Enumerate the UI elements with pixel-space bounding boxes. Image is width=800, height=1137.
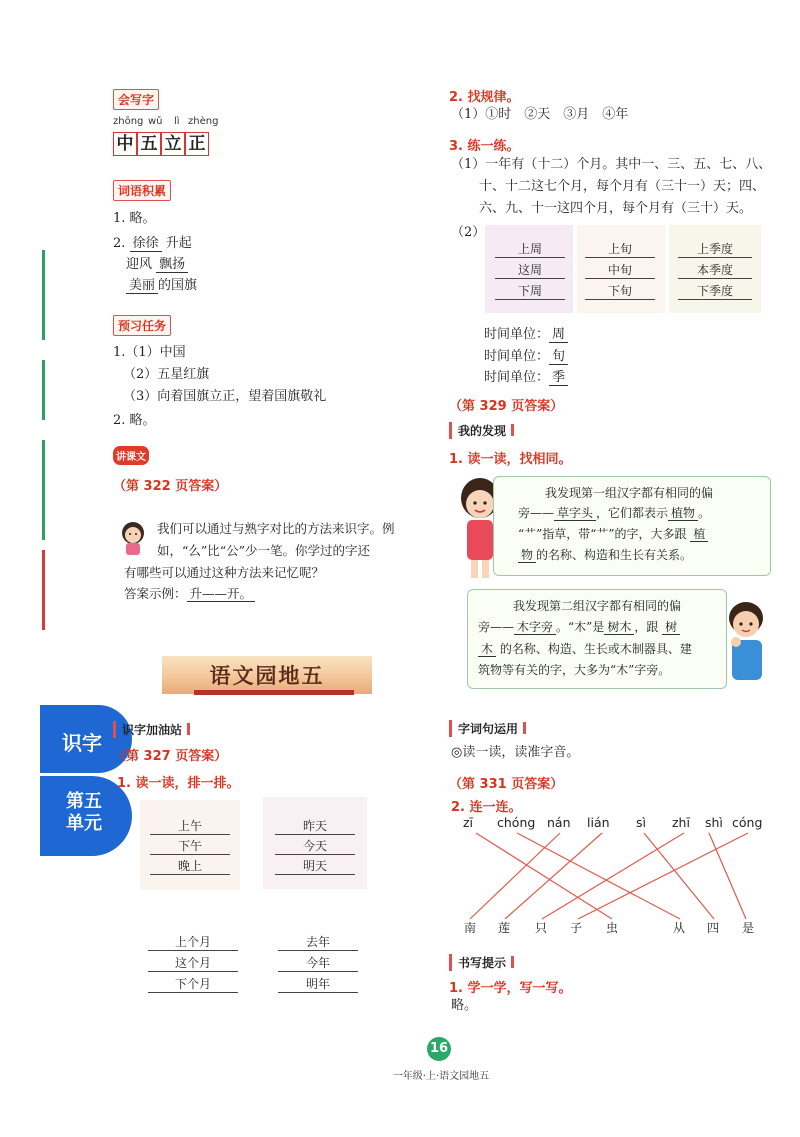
char-wu: 五 xyxy=(137,132,161,156)
char-zheng: 正 xyxy=(185,132,209,156)
connect-line-chong xyxy=(517,833,680,919)
col3-item-3: 下季度 xyxy=(678,282,752,300)
connect-line-shi xyxy=(709,833,746,919)
connect-line-lian xyxy=(505,833,602,919)
pinyin-chong: chóng xyxy=(497,815,536,830)
col2-item-1: 上旬 xyxy=(585,240,655,258)
pinyin-zheng: zhèng xyxy=(188,116,219,127)
practice-line-3: 六、九、十一这四个月，每个月有（三十）天。 xyxy=(479,201,753,216)
side-tab-literacy-label: 识字 xyxy=(62,731,102,755)
col2-item-3: 下旬 xyxy=(585,282,655,300)
read-find-title: 1. 读一读，找相同。 xyxy=(449,452,572,467)
page-331-answer: （第 331 页答案） xyxy=(449,777,564,792)
page-327-answer: （第 327 页答案） xyxy=(113,749,228,764)
side-strip-4 xyxy=(42,550,45,630)
bubble2-line-4: 筑物等有关的字，大多为“木”字旁。 xyxy=(478,663,671,677)
write-chars-tag: 会写字 xyxy=(113,89,159,110)
vocab-tag: 词语积累 xyxy=(113,180,171,201)
unit-line-3: 时间单位： 季 xyxy=(484,370,568,386)
preview-tag: 预习任务 xyxy=(113,315,171,336)
pinyin-nan: nán xyxy=(547,815,571,830)
side-strip-1 xyxy=(42,250,45,340)
preview-1: 1.（1）中国 xyxy=(113,345,186,360)
char-chong: 虫 xyxy=(606,921,619,935)
pinyin-zhi: zhī xyxy=(672,815,690,830)
char-lian: 莲 xyxy=(498,921,511,935)
preview-2: （2）五星红旗 xyxy=(123,367,210,382)
connect-title: 2. 连一连。 xyxy=(451,800,522,815)
unit-line-2: 时间单位： 旬 xyxy=(484,349,568,365)
table-b-item-3: 明天 xyxy=(275,857,355,875)
answer-question-line-1: 我们可以通过与熟字对比的方法来识字。例 xyxy=(157,521,395,536)
bubble1-line-1: 我发现第一组汉字都有相同的偏 xyxy=(545,486,714,500)
col3-item-1: 上季度 xyxy=(678,240,752,258)
char-cong: 从 xyxy=(673,921,686,935)
lecture-tag: 讲课文 xyxy=(113,446,149,465)
vocab-item-3: 迎风 飘扬 xyxy=(126,257,188,273)
preview-3: （3）向着国旗立正，望着国旗敬礼 xyxy=(123,389,327,404)
col1-item-3: 下周 xyxy=(495,282,565,300)
page-322-answer: （第 322 页答案） xyxy=(113,479,228,494)
boy-character-icon xyxy=(724,598,772,692)
pinyin-si: sì xyxy=(636,815,646,830)
answer-question-line-2: 如，“么”比“公”少一笔。你学过的字还 xyxy=(157,543,371,558)
char-zhi: 只 xyxy=(535,921,548,935)
pinyin-li: lì xyxy=(174,116,180,127)
answer-example: 答案示例： 升——开。 xyxy=(124,586,255,602)
table-a-item-3: 晚上 xyxy=(150,857,230,875)
char-nan: 南 xyxy=(464,921,477,935)
answer-question-line-3: 有哪些可以通过这种方法来记忆呢？ xyxy=(124,565,325,580)
unit-line-1: 时间单位： 周 xyxy=(484,327,568,343)
table-a-item-1: 上午 xyxy=(150,817,230,835)
char-zhong: 中 xyxy=(113,132,137,156)
banner-title: 语文园地五 xyxy=(209,663,325,688)
section-word-sentence-use: 字词句运用 xyxy=(449,720,526,737)
practice-2-label: （2） xyxy=(451,225,486,240)
pinyin-zi: zī xyxy=(463,815,474,830)
learn-write-omit: 略。 xyxy=(451,998,478,1013)
pinyin-lian: lián xyxy=(587,815,610,830)
section-my-discovery: 我的发现 xyxy=(449,422,514,439)
table-c-item-3: 下个月 xyxy=(148,975,238,993)
table-a-item-2: 下午 xyxy=(150,837,230,855)
find-rule-items: （1）①时 ②天 ③月 ④年 xyxy=(451,107,629,122)
char-si: 四 xyxy=(707,921,720,935)
connect-line-nan xyxy=(470,833,560,919)
table-d-item-2: 今年 xyxy=(278,954,358,972)
side-strip-2 xyxy=(42,360,45,420)
side-tab-unit5-label: 第五 单元 xyxy=(66,791,102,834)
table-b-item-1: 昨天 xyxy=(275,817,355,835)
pinyin-zhong: zhōng xyxy=(113,116,144,127)
pinyin-wu: wǔ xyxy=(148,116,163,127)
char-li: 立 xyxy=(161,132,185,156)
table-c-item-1: 上个月 xyxy=(148,933,238,951)
banner-underline xyxy=(194,690,354,695)
vocab-item-4: 美丽 的国旗 xyxy=(126,278,197,294)
section-writing-tips: 书写提示 xyxy=(449,954,514,971)
bubble2-line-3: 木 的名称、构造、生长或木制器具、建 xyxy=(478,638,692,661)
char-zi: 子 xyxy=(570,921,583,935)
vocab-item-2: 2. 徐徐 升起 xyxy=(113,236,192,251)
footer-title: 一年级·上·语文园地五 xyxy=(392,1071,490,1082)
connect-line-zi xyxy=(476,833,612,919)
practice-line-2: 十、十二这七个月，每个月有（三十一）天；四、 xyxy=(479,179,766,194)
bubble2-line-1: 我发现第二组汉字都有相同的偏 xyxy=(513,599,682,613)
char-shi: 是 xyxy=(742,921,755,935)
preview-4: 2. 略。 xyxy=(113,413,156,428)
pinyin-cong: cóng xyxy=(732,815,763,830)
bubble2-line-2: 旁—— 木字旁 。“木”是 树木 ，跟 树 xyxy=(478,616,680,639)
practice-line-1: （1）一年有（十二）个月。其中一、三、五、七、八、 xyxy=(451,157,772,172)
table-b-item-2: 今天 xyxy=(275,837,355,855)
col1-item-2: 这周 xyxy=(495,261,565,279)
find-rule-title: 2. 找规律。 xyxy=(449,90,520,105)
read-pron-prompt: ◎读一读，读准字音。 xyxy=(451,745,580,760)
section-literacy-station: 识字加油站 xyxy=(113,721,190,738)
side-strip-3 xyxy=(42,440,45,540)
table-c-item-2: 这个月 xyxy=(148,954,238,972)
page-329-answer: （第 329 页答案） xyxy=(449,399,564,414)
col1-item-1: 上周 xyxy=(495,240,565,258)
learn-write-title: 1. 学一学，写一写。 xyxy=(449,981,572,996)
col2-item-2: 中旬 xyxy=(585,261,655,279)
connect-lines xyxy=(440,815,780,935)
pinyin-shi: shì xyxy=(705,815,723,830)
vocab-item-1: 1. 略。 xyxy=(113,211,156,226)
page-number-badge: 16 xyxy=(427,1037,451,1061)
bubble1-line-3: “艹”指草，带“艹”的字，大多跟 植 xyxy=(518,523,708,546)
girl-avatar-icon xyxy=(118,519,148,555)
bubble1-line-4: 物 的名称、构造和生长有关系。 xyxy=(518,544,692,567)
table-d-item-3: 明年 xyxy=(278,975,358,993)
practice-title: 3. 练一练。 xyxy=(449,139,520,154)
bubble1-line-2: 旁—— 草字头 ，它们都表示 植物 。 xyxy=(518,506,711,520)
col3-item-2: 本季度 xyxy=(678,261,752,279)
table-d-item-1: 去年 xyxy=(278,933,358,951)
read-sort-title: 1. 读一读，排一排。 xyxy=(117,776,240,791)
